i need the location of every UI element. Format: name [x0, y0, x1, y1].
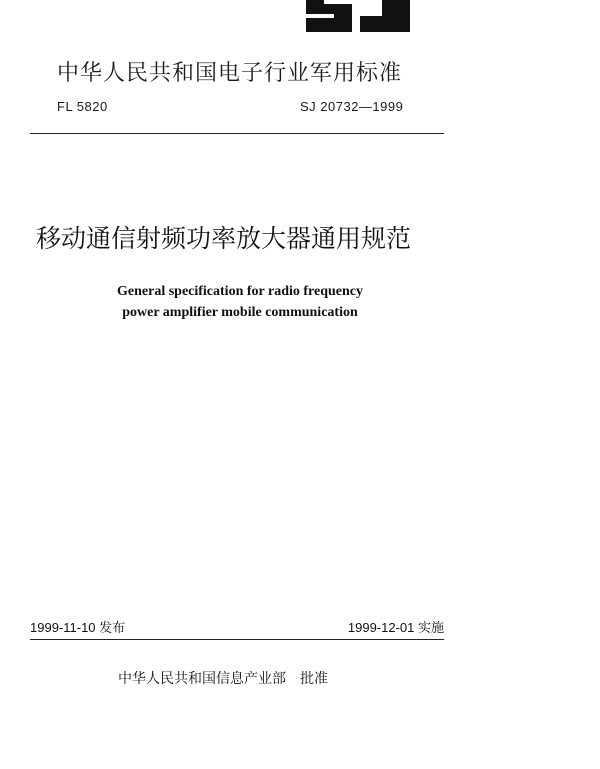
footer-divider	[30, 639, 444, 640]
approving-authority: 中华人民共和国信息产业部 批准	[118, 671, 328, 687]
document-title-en-line1: General specification for radio frequency	[117, 284, 363, 299]
document-title-zh: 移动通信射频功率放大器通用规范	[36, 224, 412, 253]
standard-number: SJ 20732—1999	[300, 99, 404, 114]
document-title-en-line2: power amplifier mobile communication	[122, 305, 358, 320]
effective-date: 1999-12-01 实施	[347, 620, 444, 635]
classification-code: FL 5820	[57, 99, 108, 114]
header-divider	[30, 133, 444, 134]
sj-logo	[306, 0, 410, 32]
issue-date: 1999-11-10 发布	[30, 620, 126, 635]
standard-type: 中华人民共和国电子行业军用标准	[57, 61, 403, 86]
